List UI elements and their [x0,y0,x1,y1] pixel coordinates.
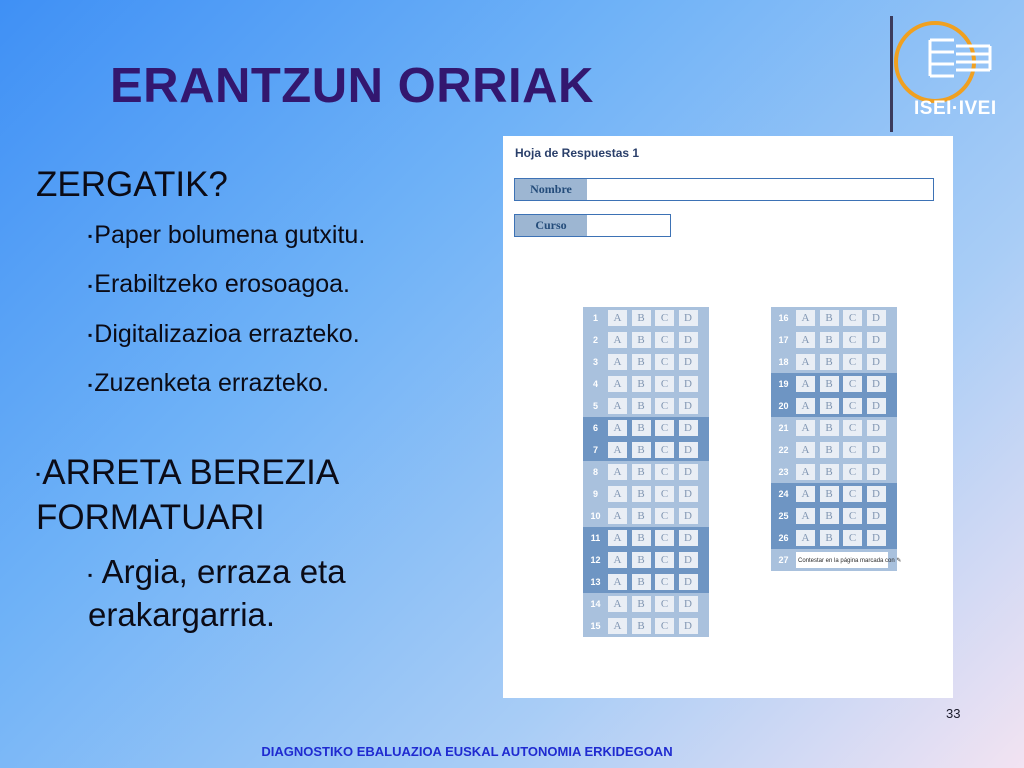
option-bubble: A [796,442,815,458]
question-number: 2 [592,335,598,345]
question-number: 20 [778,401,789,411]
option-bubble: A [796,354,815,370]
option-bubble: B [820,508,839,524]
option-bubble: D [679,464,698,480]
option-bubble: A [608,354,627,370]
option-bubble: B [632,354,651,370]
question-number: 11 [590,533,601,543]
bullet-list [36,165,365,635]
option-bubble: D [867,420,886,436]
option-bubble: B [632,596,651,612]
option-bubble: D [679,310,698,326]
option-bubble: C [843,310,862,326]
heading-text-line2: FORMATUARI [36,498,265,538]
bullet-text-line2: erakargarria. [88,595,276,633]
question-number: 1 [592,313,598,323]
option-bubble: D [867,398,886,414]
option-bubble: B [820,310,839,326]
option-bubble: A [608,442,627,458]
books-circle-icon [860,10,1020,105]
option-bubble: B [632,420,651,436]
option-bubble: C [843,442,862,458]
option-bubble: C [843,376,862,392]
option-bubble: C [655,464,674,480]
option-bubble: D [679,398,698,414]
answer-row [583,593,709,615]
option-bubble: B [820,464,839,480]
option-bubble: C [843,332,862,348]
course-label: Curso [515,215,587,236]
sheet-title: Hoja de Respuestas 1 [515,146,640,160]
option-bubble: B [820,442,839,458]
answer-row [771,417,897,439]
answer-row [583,329,709,351]
option-bubble: D [679,596,698,612]
isei-ivei-logo [860,10,1020,130]
answer-sheet-image [503,136,953,698]
answer-row [771,461,897,483]
answer-row [771,395,897,417]
question-number: 27 [778,555,789,565]
option-bubble: A [608,508,627,524]
option-bubble: C [843,530,862,546]
option-bubble: C [655,486,674,502]
option-bubble: C [843,486,862,502]
option-bubble: D [867,530,886,546]
option-bubble: C [843,464,862,480]
square-bullet-icon: ▪ [88,567,93,582]
name-label: Nombre [515,179,587,200]
question-number: 14 [590,599,601,609]
question-number: 24 [778,489,789,499]
answer-row [583,373,709,395]
question-number: 26 [778,533,789,543]
question-number: 23 [778,467,789,477]
answer-grid-left [583,307,709,637]
question-number: 19 [778,379,789,389]
option-bubble: B [632,486,651,502]
option-bubble: B [820,376,839,392]
option-bubble: A [608,552,627,568]
question-number: 13 [590,577,601,587]
option-bubble: A [796,332,815,348]
bullet-text: Paper bolumena gutxitu. [94,221,366,249]
option-bubble: D [679,332,698,348]
option-bubble: D [679,354,698,370]
answer-row [583,571,709,593]
option-bubble: A [608,398,627,414]
option-bubble: A [796,530,815,546]
question-number: 25 [778,511,789,521]
option-bubble: A [796,486,815,502]
option-bubble: C [655,376,674,392]
footer-text: DIAGNOSTIKO EBALUAZIOA EUSKAL AUTONOMIA ERKIDEGOAN [261,744,673,759]
question-number: 12 [590,555,601,565]
option-bubble: D [867,508,886,524]
square-bullet-icon: ▪ [88,278,93,293]
option-bubble: A [608,486,627,502]
question-number: 9 [592,489,598,499]
option-bubble: A [608,420,627,436]
option-bubble: C [655,354,674,370]
square-bullet-icon: ▪ [88,229,93,244]
course-field [514,214,671,237]
answer-row [583,549,709,571]
option-bubble: B [632,464,651,480]
option-bubble: B [632,442,651,458]
option-bubble: D [679,552,698,568]
answer-row [583,439,709,461]
option-bubble: A [608,310,627,326]
bullet-item [36,359,365,408]
option-bubble: C [843,354,862,370]
option-bubble: C [843,420,862,436]
question-number: 17 [778,335,789,345]
option-bubble: B [820,420,839,436]
question-number: 10 [590,511,601,521]
option-bubble: B [820,398,839,414]
answer-row [771,549,902,571]
option-bubble: C [655,596,674,612]
bullet-item [36,260,365,309]
option-bubble: A [608,464,627,480]
option-bubble: C [655,574,674,590]
answer-row [583,307,709,329]
option-bubble: D [679,442,698,458]
answer-row [583,505,709,527]
bullet-text: Argia, erraza eta [101,553,346,591]
bullet-item [36,552,365,594]
slide-title: ERANTZUN ORRIAK [110,59,594,113]
option-bubble: A [796,376,815,392]
option-bubble: B [632,618,651,634]
option-bubble: B [632,508,651,524]
option-bubble: C [655,618,674,634]
option-bubble: B [820,486,839,502]
option-bubble: D [679,574,698,590]
question-number: 5 [592,401,598,411]
option-bubble: B [632,310,651,326]
answer-row [583,461,709,483]
answer-row [771,307,897,329]
page-number: 33 [946,706,961,721]
question-number: 3 [592,357,598,367]
name-field [514,178,934,201]
option-bubble: D [679,530,698,546]
answer-row [583,417,709,439]
square-bullet-icon: ▪ [88,328,93,343]
option-bubble: D [679,508,698,524]
option-bubble: A [796,398,815,414]
option-bubble: B [632,376,651,392]
answer-row [771,505,897,527]
option-bubble: A [608,376,627,392]
option-bubble: D [867,332,886,348]
option-bubble: D [679,486,698,502]
question-number: 22 [778,445,789,455]
option-bubble: C [655,420,674,436]
option-bubble: C [843,508,862,524]
option-bubble: B [820,332,839,348]
option-bubble: D [867,464,886,480]
answer-grid-right [771,307,902,571]
option-bubble: A [796,508,815,524]
answer-row [583,351,709,373]
square-bullet-icon: ▪ [88,377,93,392]
bullet-text: Digitalizazioa errazteko. [94,319,360,348]
option-bubble: B [632,574,651,590]
question-number: 15 [590,621,601,631]
option-bubble: C [655,398,674,414]
answer-row [771,329,897,351]
square-bullet-icon: ▪ [36,467,41,482]
answer-row [771,351,897,373]
option-bubble: B [820,530,839,546]
option-bubble: B [632,530,651,546]
option-bubble: C [843,398,862,414]
question-number: 4 [592,379,598,389]
question-number: 7 [592,445,598,455]
option-bubble: C [655,442,674,458]
option-bubble: A [796,420,815,436]
bullet-item [36,310,365,359]
bullet-item [36,211,365,260]
option-bubble: B [632,552,651,568]
option-bubble: A [608,574,627,590]
bullet-text: Zuzenketa errazteko. [94,369,330,398]
option-bubble: B [632,332,651,348]
option-bubble: D [867,376,886,392]
option-bubble: A [608,618,627,634]
answer-row [583,395,709,417]
option-bubble: C [655,530,674,546]
question-number: 21 [778,423,789,433]
logo-text: ISEI·IVEI [914,98,997,119]
option-bubble: A [796,464,815,480]
option-bubble: A [796,310,815,326]
option-bubble: D [679,420,698,436]
answer-row [583,527,709,549]
option-bubble: C [655,332,674,348]
option-bubble: D [867,486,886,502]
option-bubble: D [867,442,886,458]
question-number: 6 [592,423,598,433]
heading-zergatik: ZERGATIK? [36,165,228,204]
instruction-box: Contestar en la página marcada con ✎ [796,552,888,568]
option-bubble: A [608,530,627,546]
answer-row [583,615,709,637]
answer-row [771,527,897,549]
question-number: 8 [592,467,598,477]
option-bubble: B [820,354,839,370]
option-bubble: C [655,508,674,524]
option-bubble: B [632,398,651,414]
answer-row [771,483,897,505]
option-bubble: D [679,618,698,634]
option-bubble: D [679,376,698,392]
answer-row [771,439,897,461]
heading-text: ARRETA BEREZIA [42,452,340,492]
question-number: 16 [778,313,789,323]
question-number: 18 [778,357,789,367]
bullet-text: Erabiltzeko erosoagoa. [94,270,350,299]
option-bubble: A [608,332,627,348]
answer-row [771,373,897,395]
option-bubble: C [655,552,674,568]
option-bubble: D [867,310,886,326]
heading-arreta [36,451,365,497]
answer-row [583,483,709,505]
option-bubble: D [867,354,886,370]
option-bubble: A [608,596,627,612]
option-bubble: C [655,310,674,326]
